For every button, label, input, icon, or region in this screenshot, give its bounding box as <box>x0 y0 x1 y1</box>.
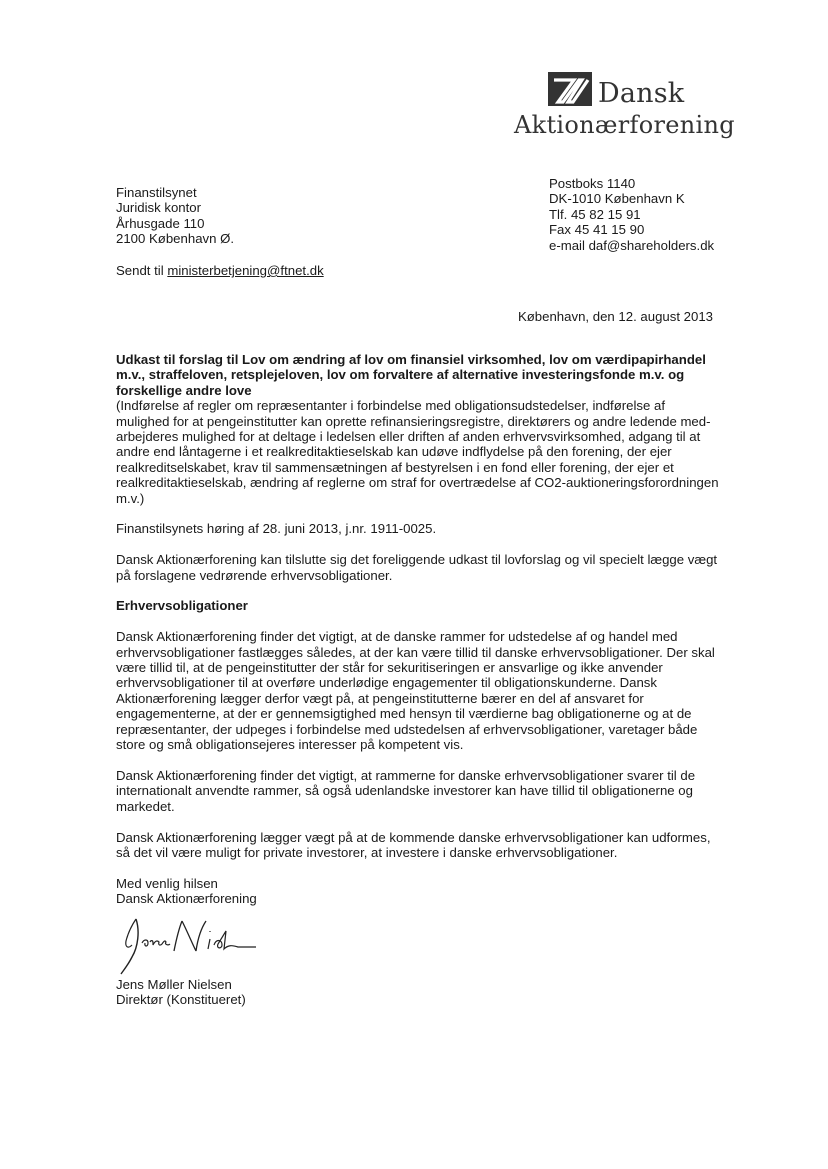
section-heading: Erhvervsobligationer <box>116 598 248 614</box>
body-paragraph-2: Dansk Aktionærforening finder det vigtigt, at rammerne for danske erhvervsobligationer svarer til de internationalt anvendte rammer, så også udenlandske investorer kan have tillid til obligationerne og markedet. <box>116 767 696 814</box>
sender-line: Postboks 1140 <box>549 176 636 191</box>
sender-line: Tlf. 45 82 15 91 <box>549 206 641 222</box>
body-paragraph-3: Dansk Aktionærforening lægger vægt på at de kommende danske erhvervsobligationer kan udformes, så det vil være muligt for private investorer, at investere i danske erhvervsobligationer. <box>116 829 711 860</box>
letterhead-logo <box>514 70 735 148</box>
closing-block <box>116 876 720 1008</box>
sender-line: DK-1010 København K <box>549 191 685 207</box>
recipient-line: Finanstilsynet <box>116 185 197 200</box>
subject-block <box>116 352 720 506</box>
recipient-address <box>116 185 356 247</box>
closing-organization: Dansk Aktionærforening <box>116 891 257 907</box>
signatory-name: Jens Møller Nielsen <box>116 976 232 992</box>
sent-to <box>116 263 324 278</box>
sent-to-email-link[interactable]: ministerbetjening@ftnet.dk <box>167 263 324 278</box>
hearing-reference: Finanstilsynets høring af 28. juni 2013, j.nr. 1911-0025. <box>116 521 437 537</box>
recipient-line: 2100 København Ø. <box>116 231 235 247</box>
sender-line: Fax 45 41 15 90 <box>549 222 645 238</box>
subject-title: Udkast til forslag til Lov om ændring af lov om finansiel virksomhed, lov om værdipapirhandel m.v., straffeloven, retsplejeloven, lov om forvaltere af alternative investeringsfonde m.v. og forskellige andre love <box>116 352 706 398</box>
sender-line: e-mail daf@shareholders.dk <box>549 237 715 253</box>
letter-date: København, den 12. august 2013 <box>517 309 713 324</box>
logo-text-line1: Dansk <box>598 78 685 109</box>
letter-body <box>116 352 720 1007</box>
logo-text-line2: Aktionærforening <box>514 111 735 139</box>
recipient-line: Århusgade 110 <box>116 215 205 231</box>
signatory-title: Direktør (Konstitueret) <box>116 991 246 1007</box>
handwritten-signature <box>118 911 258 977</box>
daf-logo-mark-icon <box>548 72 592 106</box>
subject-detail: (Indførelse af regler om repræsentanter i forbindelse med obligationsudstedelser, indførelse af mulighed for at pengeinstitutter kan oprette refinansieringsregistre, direktørers og andre ledende med-arbejderes mulighed for at deltage i ledelsen eller driften af anden erhvervsvirksomhed, adgang til at andre end låntagerne i et realkreditaktieselskab kan udøve indflydelse på den forening, der ejer realkreditselskabet, krav til sammensætningen af bestyrelsen i en fond eller forening, der ejer et realkreditaktieselskab, ændring af reglerne om straf for overtrædelse af CO2-auktioneringsforordningen m.v.) <box>116 398 719 506</box>
sent-to-prefix: Sendt til <box>116 263 168 278</box>
sender-address <box>549 176 749 253</box>
body-paragraph-1: Dansk Aktionærforening finder det vigtigt, at de danske rammer for udstedelse af og handel med erhvervsobligationer fastlægges således, at der kan være tillid til danske erhvervsobligationer. Der skal være tillid til, at de pengeinstitutter der står for sekuritiseringen er ansvarlige og ikke anvender erhvervsobligationer til at overføre underlødige engagementer til obligationskunderne. Dansk Aktionærforening lægger derfor vægt på, at pengeinstitutterne bærer en del af ansvaret for engagementerne, at der er gennemsigtighed med hensyn til værdierne bag obligationerne og at de repræsentanter, der udpeges i forbindelse med udstedelsen af erhvervsobligationer, varetager både store og små obligationsejeres interesser på kompetent vis. <box>116 629 715 753</box>
closing-greeting: Med venlig hilsen <box>116 875 218 891</box>
intro-paragraph: Dansk Aktionærforening kan tilslutte sig det foreliggende udkast til lovforslag og vil specielt lægge vægt på forslagene vedrørende erhvervsobligationer. <box>116 552 718 583</box>
recipient-line: Juridisk kontor <box>116 200 202 216</box>
